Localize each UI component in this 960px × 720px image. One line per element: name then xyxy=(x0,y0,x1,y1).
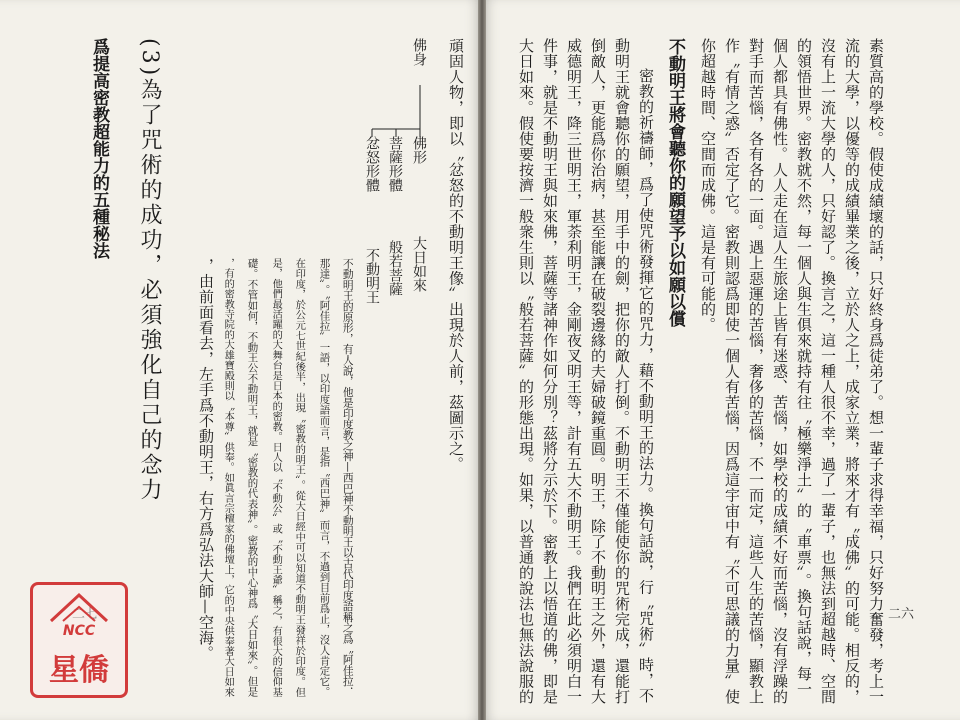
page-number-left: 二七 xyxy=(72,607,99,622)
text-column: 礎。不管如何，不動王公不動明王，就是〝密教的代表神〞。密教的中心神爲〝大日如來〞。但是 xyxy=(245,258,258,697)
roof-icon xyxy=(49,591,109,625)
text-column: 的領悟世界。密教就不然，每一個人與生俱來就持有往〝極樂淨土〞的〝車票〞。換句話說，每一 xyxy=(795,38,813,697)
text-column: 沒有上一流大學的人，只好認了。換言之，這一種人很不幸，過了一輩子，也無法到超越時、空間 xyxy=(819,38,837,705)
text-column: ，由前面看去，左手爲不動明王，右方爲弘法大師—空海。 xyxy=(197,258,215,661)
text-column: 動明王就會聽你的願望，用手中的劍，把你的敵人打倒。不動明王不僅能使你的咒術完成，還能打 xyxy=(613,38,631,705)
text-column: 你超越時間、空間而成佛。這是有可能的。 xyxy=(699,38,717,333)
text-column: 頑固人物，即以〝忿怒的不動明王像〞出現於人前，茲圖示之。 xyxy=(447,38,465,472)
text-column: 在印度，於公元七世紀後半，出現〝密教的明王〞。從大日經中可以知道不動明王發祥於印度。但 xyxy=(293,258,306,698)
text-column: 密教的祈禱師，爲了使咒術發揮它的咒力，藉不動明王的法力。換句話說，行〝咒術〞時，不 xyxy=(637,68,655,704)
text-column: 那達〞。〝阿佳拉〞一語，以印度語而言，是指〝西巴神〞而言，不過到目前爲止，沒人肯定它。 xyxy=(317,258,330,697)
text-column: 是，他們最活躍的大舞台是日本的密教。日人以〝不動公〞或〝不動王爺〞稱之，有很大的信仰基 xyxy=(270,258,282,698)
text-column: 作〝有情之惑〞否定了它。密教則認爲即使一個人有苦惱，因爲這宇宙中有〝不可思議的力量〞使 xyxy=(723,38,741,705)
diagram-mid-node: 菩薩形體 xyxy=(387,136,403,192)
stamp-name: 星僑 xyxy=(49,653,109,688)
text-column: 倒敵人，更能爲你治病，甚至能讓在破裂邊緣的夫婦破鏡重圓。明王，除了不動明王之外，還有大 xyxy=(589,38,607,705)
book-gutter xyxy=(478,0,486,720)
text-column: ，有的密教寺院的大雄寶殿則以〝本尊〞供奉。如眞言宗檀家的佛壇上，它的中央供奉著大日如來 xyxy=(222,258,234,698)
stamp-brand: NCC xyxy=(62,623,96,639)
section-subheading: (3)為了咒術的成功，必須強化自己的念力 xyxy=(137,38,162,504)
text-column: 件事，就是不動明王與如來佛，菩薩等諸神作如何分別？茲將分示於下。密教上以悟道的佛，即是 xyxy=(541,38,559,705)
diagram-bottom-node: 忿怒形體 xyxy=(364,136,380,192)
text-column: 個人都具有佛性。人人走在這人生旅途上皆有迷惑、苦惱，如學校的成績不好而苦惱，沒有浮躁的 xyxy=(771,38,789,705)
text-column: 大日如來。假使要按濟一般衆生則以〝般若菩薩〞的形態出現。如果，以普通的說法也無法說服的 xyxy=(517,38,535,705)
text-column: 對手而苦惱，各有各的一面。遇上惡運的苦惱，奢侈的苦惱，不一而定，這些人生的苦惱，顯教上 xyxy=(747,38,765,705)
page-number-right: 二六 xyxy=(888,607,915,622)
text-column: 流的大學，以優等的成績畢業之後，立於人之上，成家立業，將來才有〝成佛〞的可能。相反的， xyxy=(843,38,861,705)
section-heading: 爲提高密教超能力的五種秘法 xyxy=(89,38,109,259)
ncc-stamp-logo xyxy=(30,582,128,698)
diagram-mid-label: 般若菩薩 xyxy=(387,240,403,296)
diagram-connector-lines xyxy=(360,85,430,145)
diagram-top-label: 大日如來 xyxy=(411,236,427,292)
diagram-top-node: 佛形 xyxy=(411,136,427,164)
section-heading: 不動明王將會聽你的願望予以如願以償 xyxy=(665,38,685,327)
diagram-bottom-label: 不動明王 xyxy=(364,248,380,304)
diagram-root: 佛身 xyxy=(411,38,427,66)
text-column: 素質高的學校。假使成績壞的話，只好終身爲徒弟了。想一輩子求得幸福，只好努力奮發，考上一 xyxy=(867,38,885,705)
text-column: 不動明王的原形，有人說，他是印度教之神—西巴神不動明王以古代印度語稱之爲〝阿佳拉． xyxy=(341,258,355,698)
text-column: 威德明王，降三世明王，軍荼利明王，金剛夜叉明王等，計有五大不動明王。我們在此必須明白一 xyxy=(565,38,583,705)
